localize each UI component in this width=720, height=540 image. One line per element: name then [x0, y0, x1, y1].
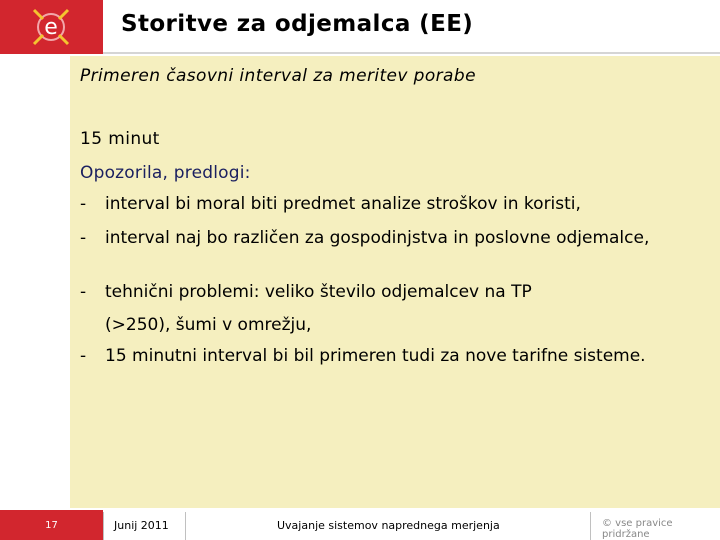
bullet-text: interval bi moral biti predmet analize stroškov in koristi, [105, 194, 581, 214]
warnings-heading: Opozorila, predlogi: [80, 163, 251, 183]
e-logo-icon [28, 4, 74, 50]
footer-divider [590, 512, 591, 540]
bullet-dash: - [80, 194, 87, 214]
bullet-text: (>250), šumi v omrežju, [105, 315, 312, 335]
slide-subtitle: Primeren časovni interval za meritev porabe [80, 66, 476, 86]
bullet-text: tehnični problemi: veliko število odjemalcev na TP [105, 282, 532, 302]
bullet-text: interval naj bo različen za gospodinjstva in poslovne odjemalce, [105, 228, 650, 248]
footer-divider [185, 512, 186, 540]
bullet-text: 15 minutni interval bi bil primeren tudi za nove tarifne sisteme. [105, 346, 646, 366]
slide-title: Storitve za odjemalca (EE) [121, 11, 474, 37]
footer-divider [103, 512, 104, 540]
interval-value: 15 minut [80, 129, 160, 149]
footer-date: Junij 2011 [114, 519, 169, 532]
logo-letter: e [44, 15, 58, 40]
footer-title: Uvajanje sistemov naprednega merjenja [277, 519, 500, 532]
title-divider [103, 52, 720, 54]
page-number: 17 [0, 510, 103, 540]
bullet-dash: - [80, 228, 87, 248]
footer-copyright: © vse pravice pridržane [602, 518, 673, 540]
bullet-dash: - [80, 282, 87, 302]
bullet-dash: - [80, 346, 87, 366]
logo-box [0, 0, 103, 54]
